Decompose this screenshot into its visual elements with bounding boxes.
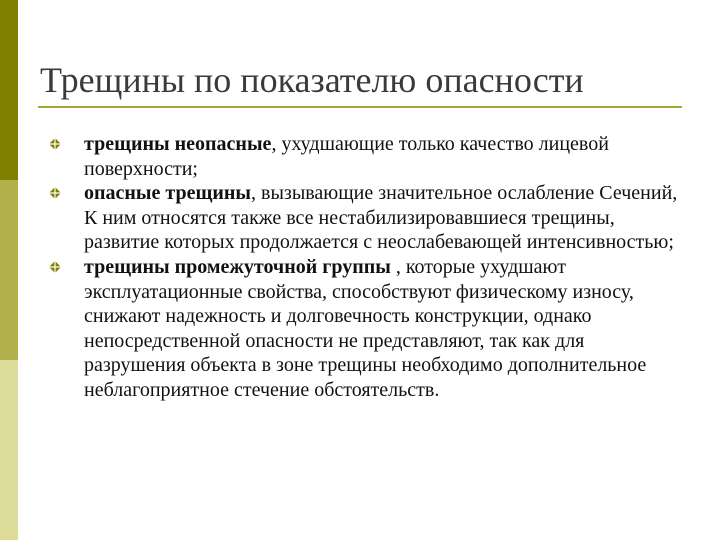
bullet-item xyxy=(48,132,688,181)
bullet-bold-text: трещины неопасные xyxy=(84,133,272,155)
side-bar-mid xyxy=(0,180,18,360)
bullet-list xyxy=(48,132,688,403)
bullet-bold-text: трещины промежуточной группы xyxy=(84,255,391,278)
slide-title: Трещины по показателю опасности xyxy=(40,60,584,100)
diamond-bullet-icon xyxy=(48,132,62,156)
title-underline xyxy=(38,106,682,108)
bullet-item xyxy=(48,255,688,403)
bullet-text: , которые ухудшают эксплуатационные свойства, способствуют физическому износу, снижают надежность и долговечность конструкции, однако непосредственной опасности не представляют, так как для разрушения объекта в зоне трещины необходимо дополнительное неблагоприятное стечение обстоятельств. xyxy=(84,255,647,401)
bullet-text: , вызывающие значительное ослабление Сечений, К ним относятся также все нестабилизировавшиеся трещины, развитие которых продолжается с неослабевающей интенсивностью; xyxy=(84,182,678,254)
side-bar-dark xyxy=(0,0,18,180)
diamond-bullet-icon xyxy=(48,181,62,205)
bullet-item xyxy=(48,181,688,255)
bullet-text: , ухудшающие только качество лицевой поверхности; xyxy=(84,133,609,180)
side-bar-light xyxy=(0,360,18,540)
bullet-bold-text: опасные трещины xyxy=(84,182,252,205)
diamond-bullet-icon xyxy=(48,255,62,279)
